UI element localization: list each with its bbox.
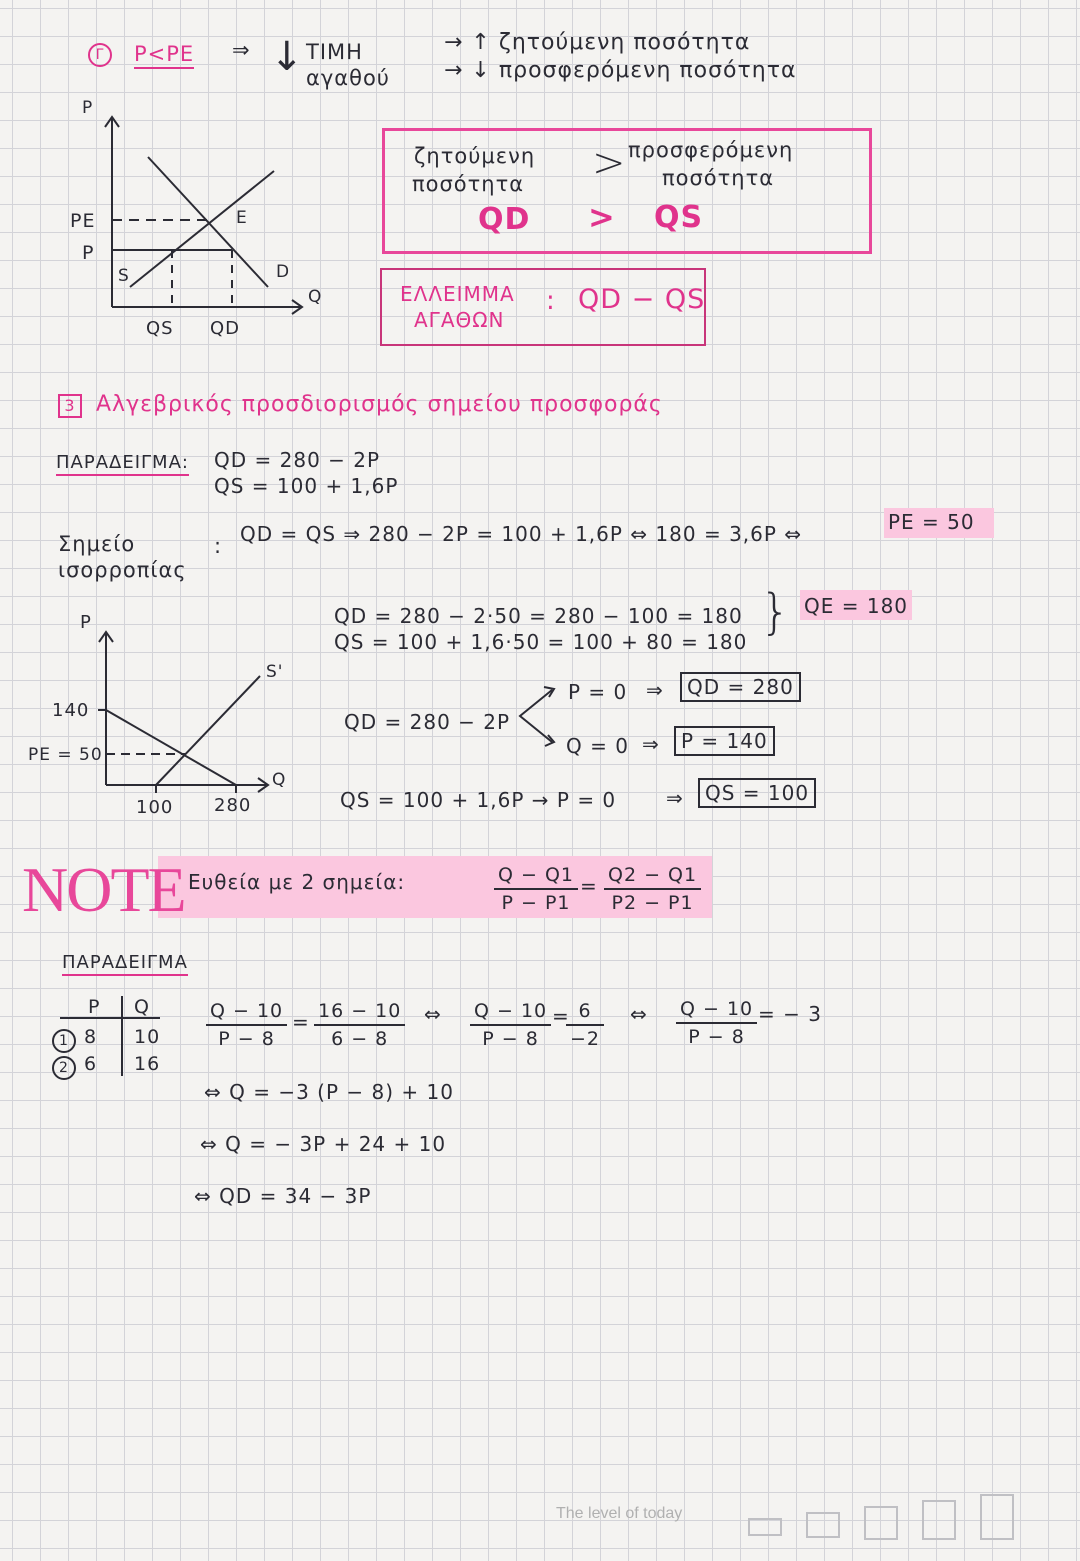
graph1-qd-label: QD: [210, 318, 241, 339]
qd-eq-2: QD = 280 − 2P: [344, 710, 511, 734]
qe-result: QE = 180: [804, 594, 909, 618]
graph1-p-label: P: [82, 98, 94, 118]
implies-3: ⇒: [666, 786, 684, 810]
qd-equation: QD = 280 − 2P: [214, 448, 381, 472]
p-zero: P = 0: [568, 680, 628, 704]
box-supplied-l2: ποσότητα: [662, 166, 775, 190]
brace: }: [760, 584, 792, 640]
ex2-iff2: ⇔: [630, 1002, 648, 1026]
graph1-s-label: S: [118, 266, 130, 286]
calc-qs: QS = 100 + 1,6·50 = 100 + 80 = 180: [334, 630, 748, 654]
graph2-140-label: 140: [52, 700, 90, 721]
frac-a: [206, 1000, 287, 1050]
note-text: Ευθεία με 2 σημεία:: [188, 870, 406, 894]
frac-e-num: Q − 10: [676, 998, 757, 1024]
table-row2-q: 16: [134, 1053, 161, 1075]
table-col-p: P: [88, 996, 101, 1018]
section3-title: Αλγεβρικός προσδιορισμός σημείου προσφοράς: [96, 392, 663, 417]
note-f1-den: P − P1: [501, 892, 571, 914]
frac-e: [676, 998, 757, 1048]
pe-result: PE = 50: [888, 510, 975, 534]
table-row1-q: 10: [134, 1026, 161, 1048]
eq-point-label-1: Σημείο: [58, 532, 136, 556]
footer-box-4: [922, 1500, 956, 1540]
shortage-colon: :: [546, 286, 556, 316]
ex2-eq2: =: [552, 1004, 570, 1028]
arrow-down-icon: ↓: [270, 34, 305, 80]
section-marker: Γ: [88, 40, 112, 67]
footer-box-1: [748, 1518, 782, 1536]
graph1-price-label: P: [82, 242, 95, 264]
supplied-result: → ↓ προσφερόμενη ποσότητα: [444, 58, 797, 83]
qd280-box: QD = 280: [680, 672, 801, 702]
frac-a-num: Q − 10: [206, 1000, 287, 1026]
price-label-1: ΤΙΜΗ: [306, 40, 363, 64]
graph2-svg: [90, 620, 300, 800]
qs100-box: QS = 100: [698, 778, 816, 808]
demanded-result: → ↑ ζητούμενη ποσότητα: [444, 30, 751, 55]
example-label: ΠΑΡΑΔΕΙΓΜΑ:: [56, 452, 189, 476]
graph1-svg: [60, 95, 350, 355]
ex2-step2: ⇔ Q = − 3P + 24 + 10: [200, 1132, 447, 1156]
calc-qd: QD = 280 − 2·50 = 280 − 100 = 180: [334, 604, 743, 628]
box-supplied-l1: προσφερόμενη: [628, 138, 794, 162]
implies-1: ⇒: [646, 678, 664, 702]
table-col-q: Q: [134, 996, 150, 1018]
frac-b-den: 6 − 8: [331, 1028, 389, 1050]
footer-box-3: [864, 1506, 898, 1540]
ex2-eq1: =: [292, 1010, 310, 1034]
shortage-label-1: ΕΛΛΕΙΜΜΑ: [400, 282, 515, 306]
table-row2-idx: 2: [52, 1053, 76, 1080]
note-f2-num: Q2 − Q1: [604, 864, 701, 890]
condition-text: P<PE: [134, 42, 194, 69]
frac-c-num: Q − 10: [470, 1000, 551, 1026]
graph1-qs-label: QS: [146, 318, 174, 339]
graph1-demand-line: [148, 157, 268, 287]
example2-label: ΠΑΡΑΔΕΙΓΜΑ: [62, 952, 188, 976]
graph2-sprime-label: S': [266, 662, 284, 682]
footer-box-2: [806, 1512, 840, 1538]
ex2-step3: ⇔ QD = 34 − 3P: [194, 1184, 372, 1208]
graph2-pe-label: PE = 50: [28, 745, 103, 765]
footer-text: The level of today: [556, 1505, 683, 1522]
graph2-280-label: 280: [214, 795, 252, 816]
price-label-2: αγαθού: [306, 66, 390, 90]
eq-colon: :: [214, 534, 223, 558]
q-zero: Q = 0: [566, 734, 629, 758]
frac-a-den: P − 8: [218, 1028, 275, 1050]
p140-box: P = 140: [674, 726, 775, 756]
note-label: NOTE: [22, 854, 185, 925]
note-fraction-2: [604, 864, 701, 914]
table-row1-p: 8: [84, 1026, 98, 1048]
graph1-q-label: Q: [308, 287, 323, 307]
note-f2-den: P2 − P1: [611, 892, 694, 914]
box-qd: QD: [478, 202, 531, 237]
note-fraction-1: [494, 864, 578, 914]
graph1-pe-label: PE: [70, 210, 96, 232]
equilibrium-equation: QD = QS ⇒ 280 − 2P = 100 + 1,6P ⇔ 180 = 3,6P ⇔: [240, 522, 803, 546]
box-gt-pink: >: [588, 198, 616, 236]
footer-box-5: [980, 1494, 1014, 1540]
section3-number: 3: [58, 392, 88, 418]
graph2-p-label: P: [80, 612, 92, 633]
table-row2-p: 6: [84, 1053, 98, 1075]
box-qs: QS: [654, 200, 704, 235]
ex2-step1: ⇔ Q = −3 (P − 8) + 10: [204, 1080, 454, 1104]
note-f1-num: Q − Q1: [494, 864, 578, 890]
ex2-eq3: = − 3: [758, 1002, 822, 1026]
shortage-formula: QD − QS: [578, 284, 706, 315]
frac-b: [314, 1000, 405, 1050]
graph1-d-label: D: [276, 262, 291, 282]
frac-b-num: 16 − 10: [314, 1000, 405, 1026]
frac-d-den: −2: [570, 1028, 601, 1050]
branch-arrows: [512, 680, 572, 750]
shortage-label-2: ΑΓΑΘΩΝ: [414, 308, 505, 332]
qs-line: QS = 100 + 1,6P → P = 0: [340, 788, 617, 812]
frac-c: [470, 1000, 551, 1050]
implies-arrow: ⇒: [232, 38, 251, 62]
graph1-e-label: E: [236, 208, 248, 228]
box-demanded-l1: ζητούμενη: [414, 144, 536, 168]
box-gt-sign: >: [592, 140, 627, 186]
eq-point-label-2: ισορροπίας: [58, 558, 187, 582]
ex2-iff1: ⇔: [424, 1002, 442, 1026]
box-demanded-l2: ποσότητα: [412, 172, 525, 196]
implies-2: ⇒: [642, 732, 660, 756]
graph2-100-label: 100: [136, 797, 174, 818]
frac-e-den: P − 8: [688, 1026, 745, 1048]
graph2-q-label: Q: [272, 770, 287, 790]
qs-equation: QS = 100 + 1,6P: [214, 474, 399, 498]
frac-c-den: P − 8: [482, 1028, 539, 1050]
frac-d: [566, 1000, 604, 1050]
frac-d-num: 6: [566, 1000, 604, 1026]
table-row1-idx: 1: [52, 1026, 76, 1053]
note-eq: =: [580, 874, 598, 898]
